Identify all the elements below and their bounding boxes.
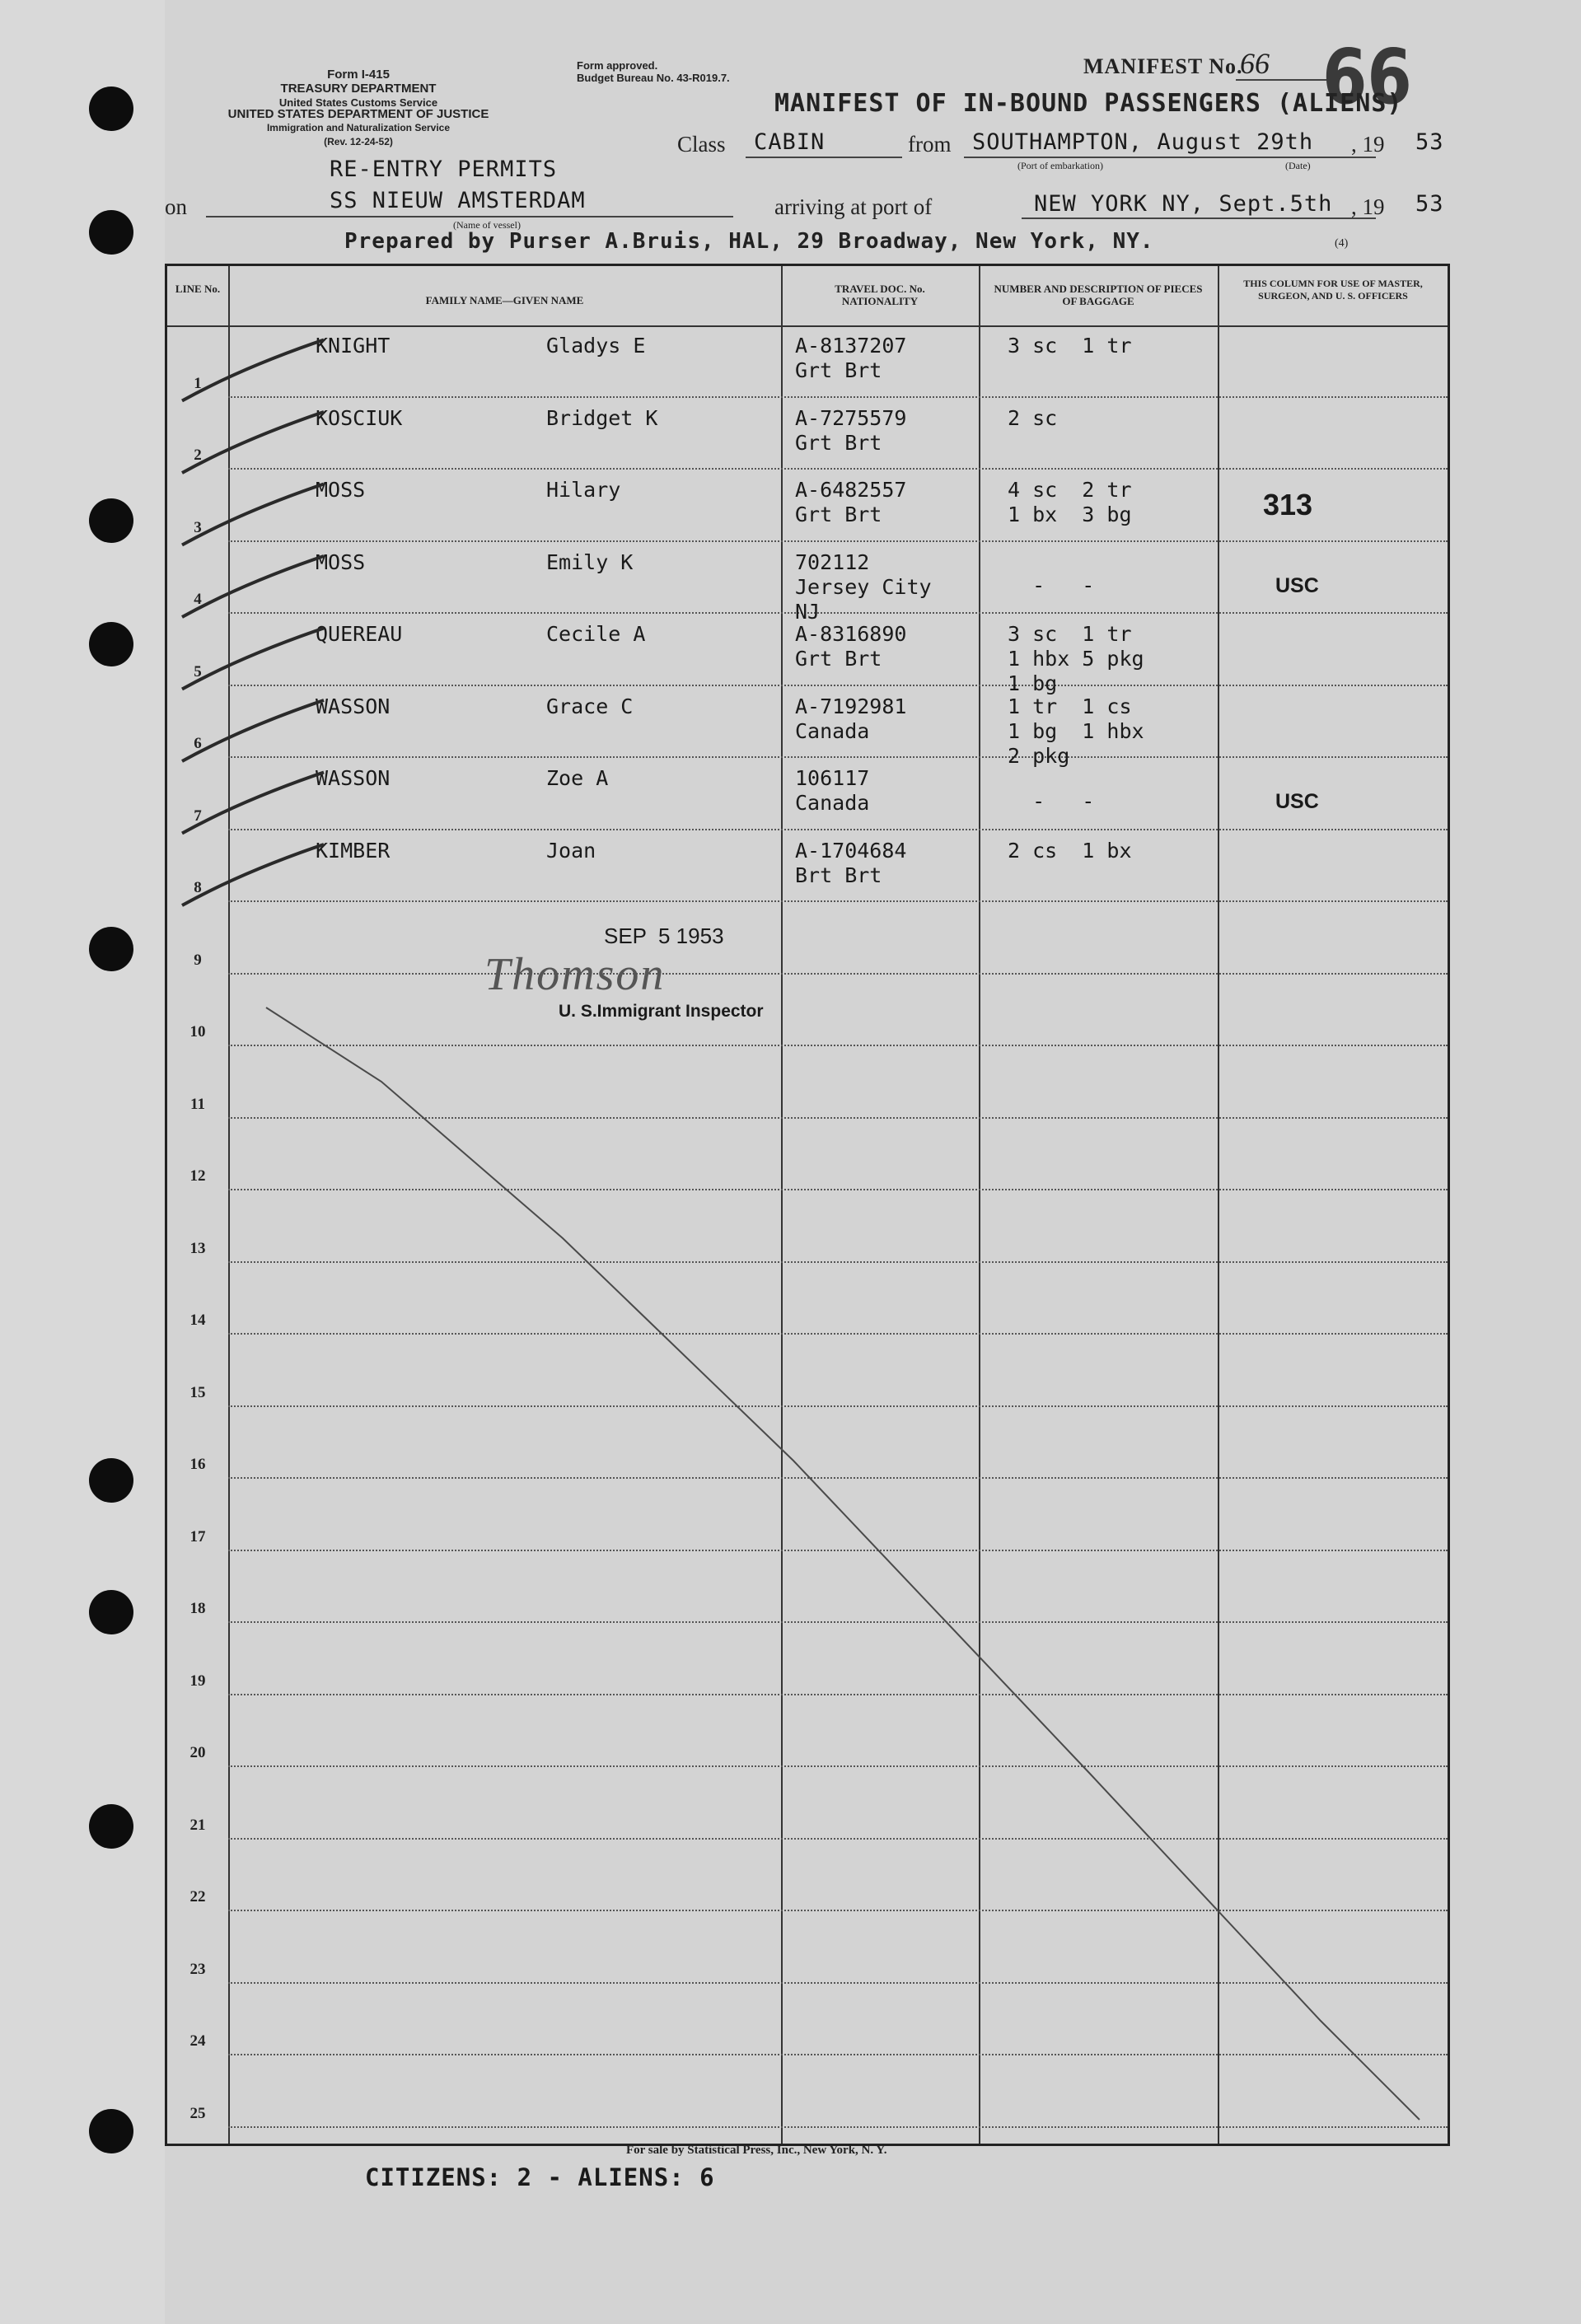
passenger-doc: A-8316890 Grt Brt: [795, 622, 907, 671]
passenger-baggage: - -: [1008, 573, 1095, 597]
vessel-name: SS NIEUW AMSTERDAM: [330, 188, 586, 213]
passenger-baggage: 2 sc: [1008, 405, 1058, 430]
passenger-baggage: 3 sc 1 tr: [1008, 334, 1132, 358]
line-number: 4: [194, 591, 202, 608]
from-year: 53: [1415, 129, 1444, 155]
passenger-doc: 106117 Canada: [795, 766, 870, 815]
passenger-family: MOSS: [316, 549, 366, 574]
punch-hole: [89, 498, 133, 543]
from-label: from: [908, 132, 952, 157]
col-baggage: NUMBER AND DESCRIPTION OF PIECES OF BAGGAGE: [994, 283, 1203, 307]
passenger-doc: A-7192981 Canada: [795, 694, 907, 743]
line-number: 13: [189, 1239, 206, 1257]
punch-hole: [89, 622, 133, 666]
passenger-baggage: 3 sc 1 tr 1 hbx 5 pkg 1 bg: [1008, 622, 1144, 695]
line-number: 21: [189, 1816, 206, 1834]
manifest-title: MANIFEST OF IN-BOUND PASSENGERS (ALIENS): [774, 89, 1403, 118]
passenger-baggage: - -: [1008, 789, 1095, 813]
passenger-family: KOSCIUK: [316, 405, 403, 430]
passenger-baggage: 4 sc 2 tr 1 bx 3 bg: [1008, 478, 1132, 526]
date-caption: (Date): [1285, 160, 1311, 171]
passenger-given: Joan: [546, 838, 596, 863]
manifest-number: 66: [1240, 47, 1270, 80]
justice-block: [165, 107, 552, 149]
line-number: 10: [189, 1023, 206, 1040]
line-number: 6: [194, 735, 202, 752]
form-revision: (Rev. 12-24-52): [324, 136, 393, 147]
line-number: 25: [189, 2104, 206, 2122]
budget-bureau: Budget Bureau No. 43-R019.7.: [577, 72, 730, 84]
check-mark: [182, 629, 324, 690]
on-label: on: [165, 194, 187, 219]
punch-hole: [89, 1804, 133, 1849]
inspector-signature: Thomson: [484, 949, 666, 1000]
line-number: 16: [189, 1456, 206, 1473]
passenger-family: KNIGHT: [316, 334, 391, 358]
form-approval: [577, 59, 730, 84]
line-number: 3: [194, 518, 202, 536]
punch-hole: [89, 1590, 133, 1634]
line-number: 24: [189, 2032, 206, 2050]
passenger-given: Bridget K: [546, 405, 658, 430]
arriving-label: arriving at port of: [774, 194, 933, 219]
approval-text: Form approved.: [577, 59, 658, 72]
passenger-doc: A-8137207 Grt Brt: [795, 334, 907, 382]
line-number: 18: [189, 1600, 206, 1617]
re-entry-permits: RE-ENTRY PERMITS: [330, 157, 558, 182]
ins-service: Immigration and Naturalization Service: [266, 122, 451, 133]
footnote-mark: (4): [1335, 237, 1349, 250]
line-number: 2: [194, 447, 202, 464]
col-officers: THIS COLUMN FOR USE OF MASTER, SURGEON, AND U. S. OFFICERS: [1243, 278, 1423, 302]
punch-hole: [89, 1458, 133, 1503]
arriving-year-prefix: , 19: [1351, 194, 1385, 219]
citizens-aliens-totals: CITIZENS: 2 - ALIENS: 6: [365, 2163, 715, 2191]
passenger-family: QUEREAU: [316, 622, 403, 646]
passenger-doc: 702112 Jersey City NJ: [795, 549, 932, 624]
line-number: 20: [189, 1744, 206, 1761]
passenger-officer: USC: [1275, 573, 1319, 597]
arriving-year: 53: [1415, 191, 1444, 217]
col-name: FAMILY NAME—GIVEN NAME: [425, 294, 584, 306]
class-label: Class: [677, 132, 726, 157]
customs-service: United States Customs Service: [278, 96, 438, 109]
form-id: Form I-415: [327, 68, 390, 82]
manifest-stamp: 66: [1322, 33, 1412, 121]
check-marks: [167, 266, 381, 1008]
passenger-officer: 313: [1263, 488, 1313, 521]
line-number: 9: [194, 951, 202, 969]
line-number: 17: [189, 1527, 206, 1545]
punch-hole: [89, 87, 133, 131]
port-caption: (Port of embarkation): [1017, 160, 1103, 171]
line-number: 7: [194, 807, 202, 825]
line-number: 15: [189, 1383, 206, 1401]
check-mark: [182, 340, 324, 401]
punch-hole: [89, 927, 133, 971]
passenger-family: MOSS: [316, 478, 366, 502]
line-number: 22: [189, 1888, 206, 1905]
line-number: 5: [194, 662, 202, 680]
passenger-given: Zoe A: [546, 766, 609, 790]
passenger-table: [165, 264, 1450, 2146]
check-mark: [182, 844, 324, 905]
check-mark: [182, 700, 324, 761]
line-number: 8: [194, 879, 202, 896]
passenger-officer: USC: [1275, 790, 1319, 813]
prepared-by: Prepared by Purser A.Bruis, HAL, 29 Broadway, New York, NY.: [344, 229, 1154, 254]
line-number: 1: [194, 374, 202, 392]
treasury-dept: TREASURY DEPARTMENT: [280, 82, 437, 96]
passenger-baggage: 2 cs 1 bx: [1008, 838, 1132, 863]
line-number: 19: [189, 1672, 206, 1690]
check-mark: [182, 484, 324, 545]
justice-dept: UNITED STATES DEPARTMENT OF JUSTICE: [227, 107, 489, 121]
passenger-given: Emily K: [546, 549, 634, 574]
class-value: CABIN: [754, 129, 826, 155]
binder-strip: [0, 0, 165, 2324]
form-agency-block: [222, 68, 494, 110]
check-mark: [182, 412, 324, 473]
check-mark: [182, 556, 324, 617]
passenger-given: Gladys E: [546, 334, 646, 358]
printer-note: For sale by Statistical Press, Inc., New York, N. Y.: [626, 2144, 887, 2157]
inspector-title: U. S.Immigrant Inspector: [559, 1002, 764, 1021]
passenger-family: WASSON: [316, 694, 391, 718]
punch-hole: [89, 2109, 133, 2153]
check-mark: [182, 773, 324, 834]
line-number: 11: [190, 1095, 205, 1113]
passenger-baggage: 1 tr 1 cs 1 bg 1 hbx 2 pkg: [1008, 694, 1144, 768]
col-line-no: LINE No.: [175, 283, 221, 295]
from-year-prefix: , 19: [1351, 132, 1385, 157]
line-number: 23: [189, 1960, 206, 1978]
passenger-doc: A-6482557 Grt Brt: [795, 478, 907, 526]
from-value: SOUTHAMPTON, August 29th: [972, 129, 1314, 155]
passenger-family: KIMBER: [316, 838, 391, 863]
arriving-value: NEW YORK NY, Sept.5th: [1034, 191, 1333, 217]
passenger-given: Grace C: [546, 694, 634, 718]
line-number: 14: [189, 1312, 206, 1329]
col-travel-doc: TRAVEL DOC. No. NATIONALITY: [835, 283, 925, 307]
punch-hole: [89, 210, 133, 255]
passenger-given: Hilary: [546, 478, 621, 502]
passenger-doc: A-7275579 Grt Brt: [795, 405, 907, 455]
inspection-date-stamp: SEP 5 1953: [604, 924, 724, 948]
passenger-given: Cecile A: [546, 622, 646, 646]
passenger-family: WASSON: [316, 766, 391, 790]
vessel-caption: (Name of vessel): [453, 219, 521, 231]
line-number: 12: [189, 1167, 206, 1185]
manifest-number-label: MANIFEST No.: [1083, 54, 1243, 78]
passenger-doc: A-1704684 Brt Brt: [795, 838, 907, 887]
